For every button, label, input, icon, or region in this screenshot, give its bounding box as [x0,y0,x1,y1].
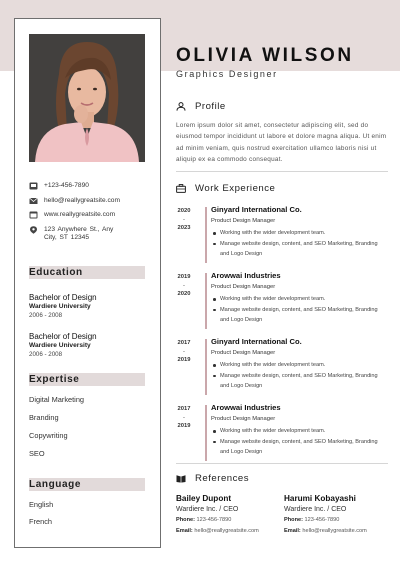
job-company: Ginyard International Co. [211,337,302,346]
contact-address [29,226,149,243]
phone-text: +123-456-7890 [44,182,89,189]
email-label: Email: [284,527,301,534]
reference-phone [284,516,394,526]
address-text: 123 Anywhere St., Any City, ST 12345 [44,225,114,241]
expertise-item: Digital Marketing [29,395,85,404]
book-icon [176,474,186,483]
globe-icon [29,211,38,219]
divider [176,171,388,172]
job-years [170,405,198,431]
job-bullets [211,294,387,326]
briefcase-icon [176,184,186,193]
job-bullet: Working with the wider development team. [211,228,387,239]
job-start-year: 2017 [177,340,191,346]
contact-list [29,182,149,249]
expertise-heading-text: Expertise [29,374,80,385]
timeline-line [205,339,207,395]
job-year-separator: - [183,216,185,223]
timeline-line [205,273,207,329]
job-title: Product Design Manager [211,416,276,422]
expertise-item: Copywriting [29,431,68,440]
reference-name: Harumi Kobayashi [284,494,356,503]
references-heading [176,473,249,484]
references-heading-text: References [195,473,250,484]
job-start-year: 2019 [177,274,191,280]
profile-heading [176,101,226,112]
experience-heading [176,183,275,194]
contact-phone [29,182,149,191]
phone-value: 123-456-7890 [304,517,340,523]
contact-website [29,211,149,220]
job-bullet: Manage website design, content, and SEO Marketing, Branding and Logo Design [211,239,387,260]
job-years [170,207,198,233]
reference-card [176,494,286,536]
email-text[interactable]: hello@reallygreatsite.com [44,196,120,204]
profile-text: Lorem ipsum dolor sit amet, consectetur adipiscing elit, sed do eiusmod tempor incididunt ut labore et dolore magna aliqua. Ut enim ad minim veniam, quis nostrud exercitation ullamco laboris nisi ut aliquip ex ea commodo consequat. [176,122,387,164]
location-pin-icon [29,226,38,234]
language-item: English [29,500,54,509]
job-company: Ginyard International Co. [211,205,302,214]
language-section [29,478,145,526]
education-years: 2006 - 2008 [29,311,63,319]
education-school: Wardiere University [29,342,91,349]
reference-name: Bailey Dupont [176,494,232,503]
person-role: Graphics Designer [176,69,278,79]
expertise-item: SEO [29,449,45,458]
job-end-year: 2020 [177,291,191,297]
profile-photo [29,34,145,162]
job-bullet: Working with the wider development team. [211,426,387,437]
job-title: Product Design Manager [211,284,276,290]
job-company: Arowwai Industries [211,271,281,280]
job-years [170,273,198,299]
phone-label: Phone: [176,517,195,523]
job-bullets [211,228,387,260]
contact-email [29,197,149,206]
email-label: Email: [176,527,193,534]
education-section [29,266,145,359]
profile-heading-text: Profile [195,101,226,112]
email-icon [29,197,38,205]
user-icon [176,102,186,111]
job-entry [170,207,390,267]
reference-email [176,527,286,537]
education-heading [29,266,145,279]
language-heading [29,478,145,491]
reference-card [284,494,394,536]
divider [176,463,388,464]
education-degree: Bachelor of Design [29,293,97,302]
website-text[interactable]: www.reallygreatsite.com [44,211,116,218]
education-years: 2006 - 2008 [29,350,63,358]
job-end-year: 2019 [177,423,191,429]
phone-value: 123-456-7890 [196,517,232,523]
job-entry [170,273,390,333]
job-end-year: 2019 [177,357,191,363]
job-bullet: Manage website design, content, and SEO Marketing, Branding and Logo Design [211,305,387,326]
job-company: Arowwai Industries [211,403,281,412]
job-title: Product Design Manager [211,218,276,224]
timeline-line [205,207,207,263]
timeline-line [205,405,207,461]
job-entry [170,405,390,465]
reference-role: Wardiere Inc. / CEO [284,506,347,513]
language-item: French [29,517,53,526]
reference-email [284,527,394,537]
job-year-separator: - [183,348,185,355]
job-entry [170,339,390,399]
expertise-item: Branding [29,413,59,422]
phone-label: Phone: [284,517,303,523]
reference-role: Wardiere Inc. / CEO [176,506,239,513]
person-name: OLIVIA WILSON [176,45,354,66]
education-school: Wardiere University [29,303,91,310]
education-degree: Bachelor of Design [29,332,97,341]
language-heading-text: Language [29,479,82,490]
education-heading-text: Education [29,267,83,278]
email-value[interactable]: hello@reallygreatsite.com [194,527,259,534]
job-years [170,339,198,365]
job-bullet: Working with the wider development team. [211,294,387,305]
job-start-year: 2020 [177,208,191,214]
job-end-year: 2023 [177,225,191,231]
job-bullets [211,426,387,458]
job-year-separator: - [183,282,185,289]
portrait-image [29,34,145,162]
email-value[interactable]: hello@reallygreatsite.com [302,527,367,534]
expertise-section [29,373,145,458]
job-start-year: 2017 [177,406,191,412]
job-bullet: Manage website design, content, and SEO Marketing, Branding and Logo Design [211,437,387,458]
job-bullet: Working with the wider development team. [211,360,387,371]
job-title: Product Design Manager [211,350,276,356]
phone-icon [29,182,38,190]
job-bullet: Manage website design, content, and SEO Marketing, Branding and Logo Design [211,371,387,392]
job-bullets [211,360,387,392]
experience-heading-text: Work Experience [195,183,276,194]
reference-phone [176,516,286,526]
job-year-separator: - [183,414,185,421]
expertise-heading [29,373,145,386]
